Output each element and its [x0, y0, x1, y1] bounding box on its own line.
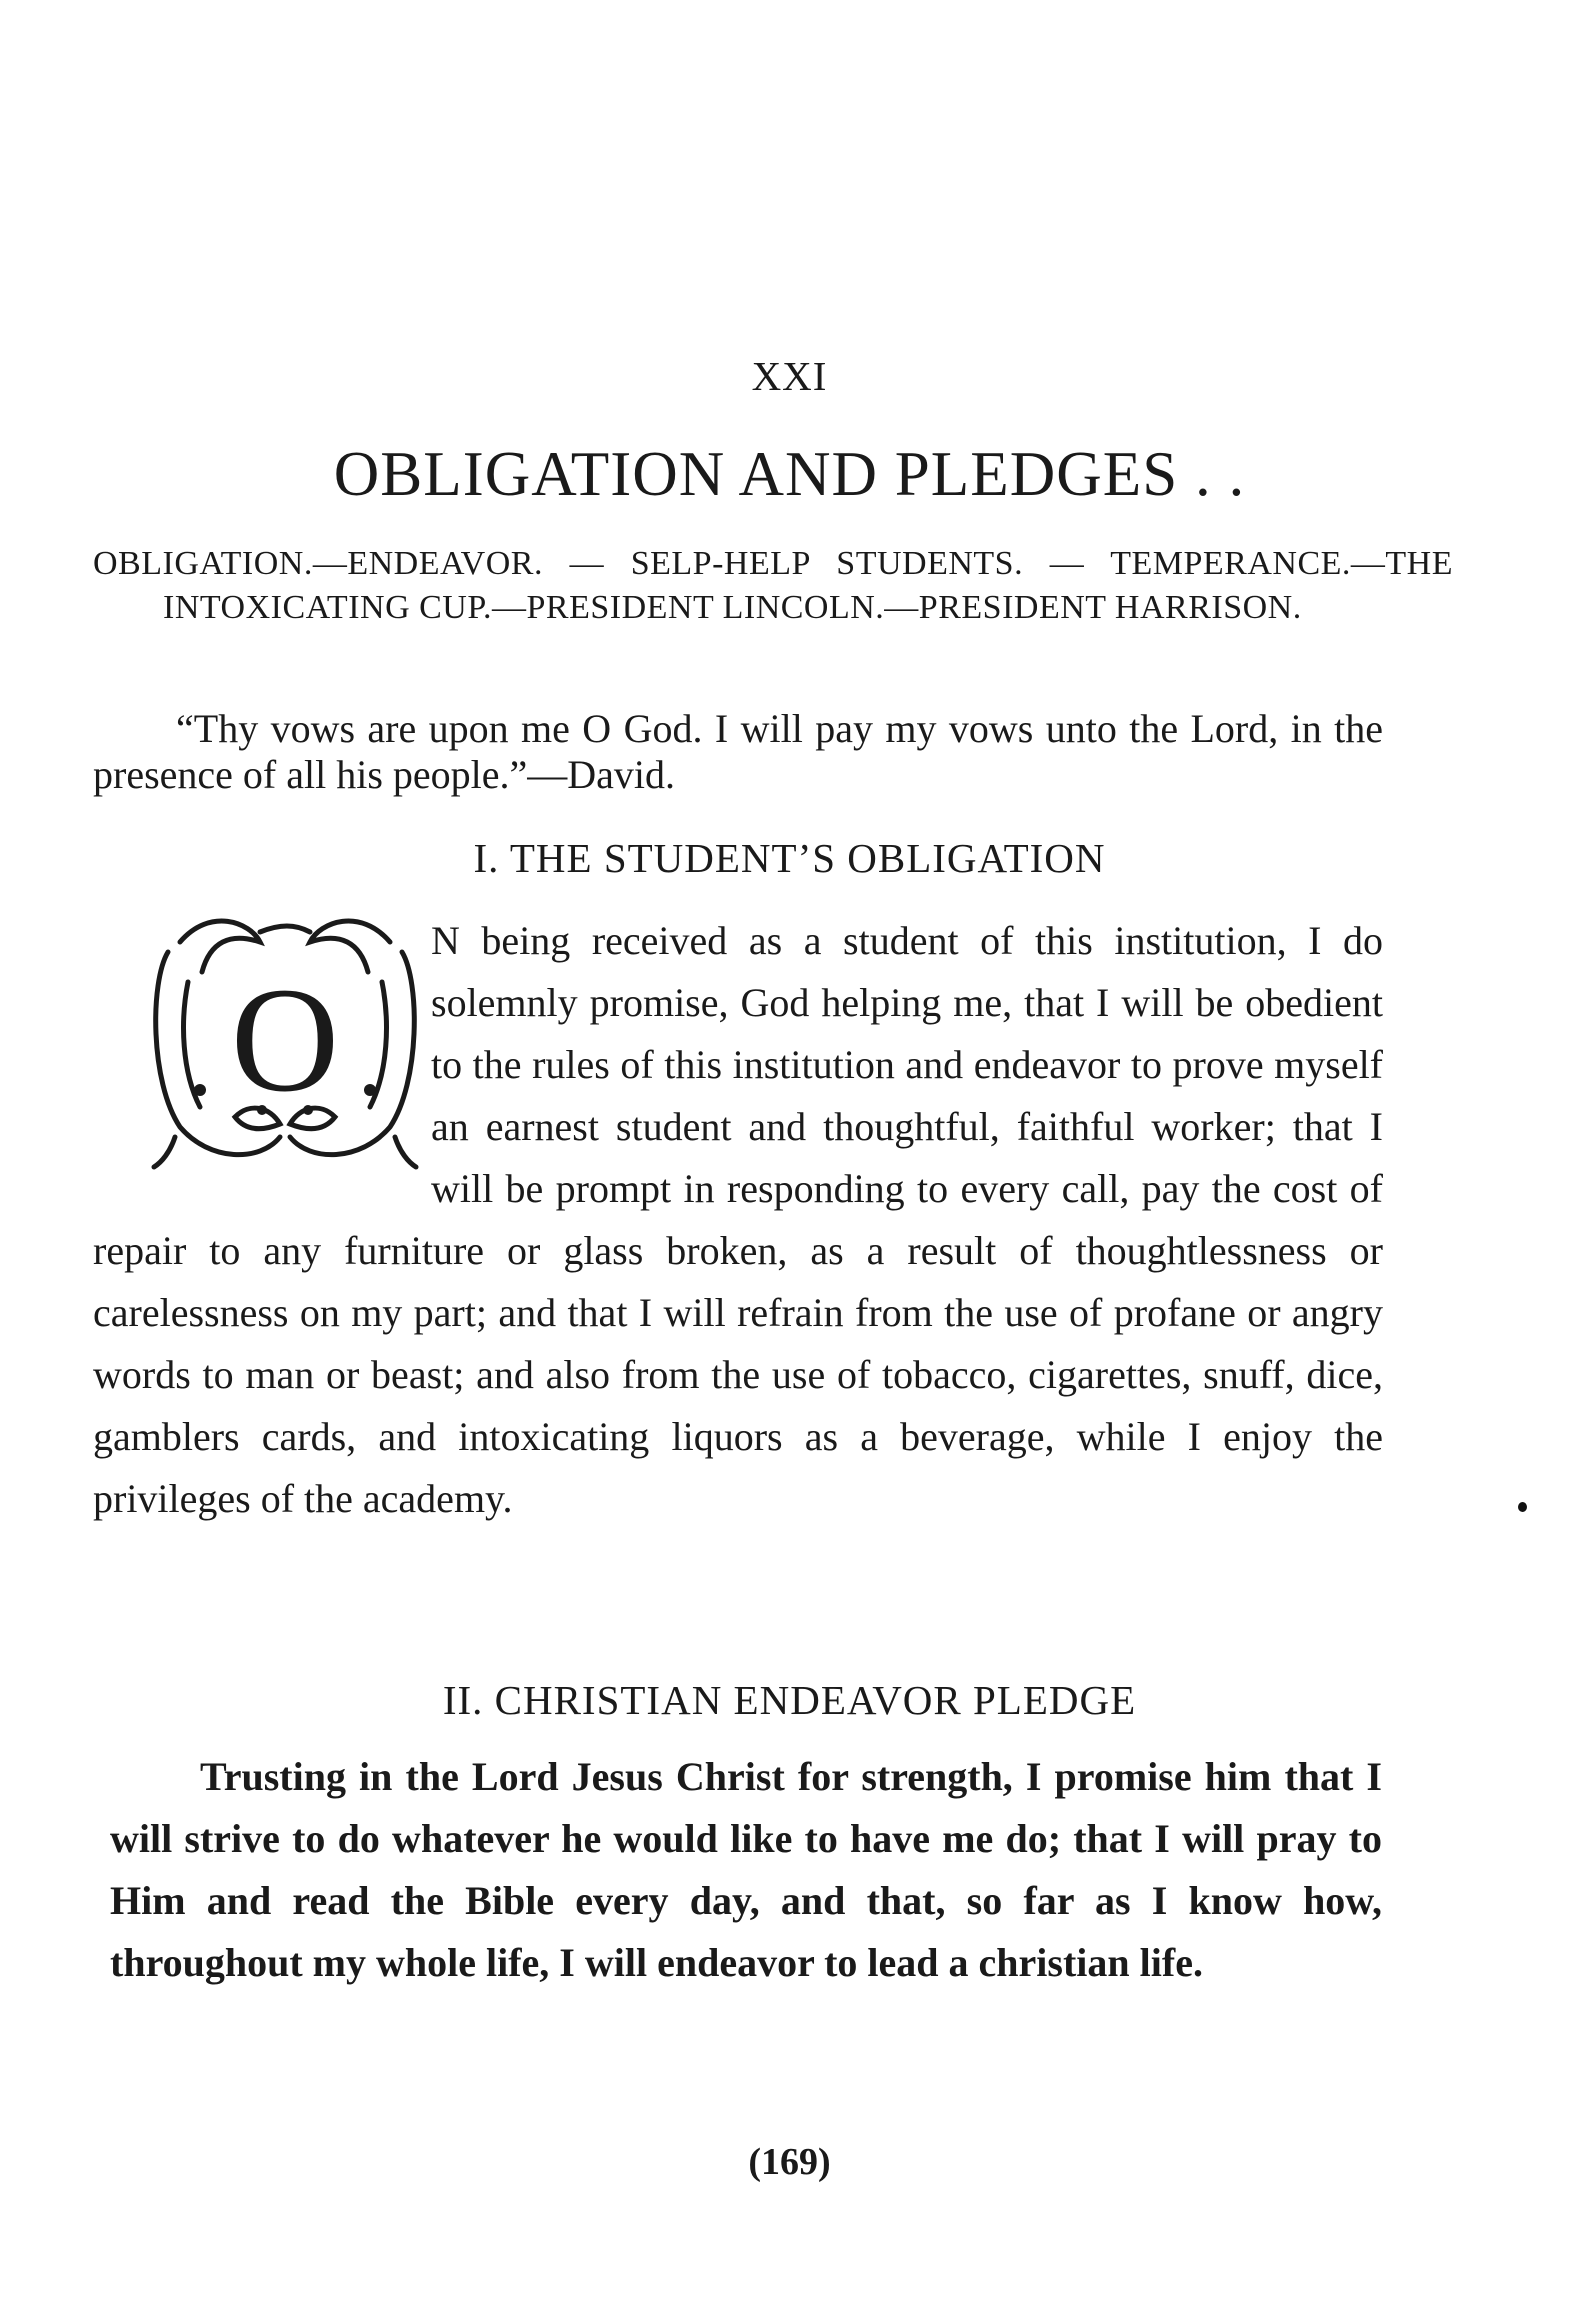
epigraph: “Thy vows are upon me O God. I will pay my vows unto the Lord, in the presence of all his people.”—David. [93, 706, 1383, 797]
chapter-synopsis: OBLIGATION.—ENDEAVOR. — SELP-HELP STUDENTS. — TEMPERANCE.—THE INTOXICATING CUP.—PRESIDENT LINCOLN.—PRESIDENT HARRISON. [93, 545, 1453, 626]
drop-cap-space [93, 910, 431, 1220]
chapter-title: OBLIGATION AND PLEDGES . . [333, 439, 1246, 509]
section-heading-endeavor: II. CHRISTIAN ENDEAVOR PLEDGE [442, 1677, 1137, 1723]
margin-speck [1518, 1502, 1527, 1512]
obligation-paragraph [93, 910, 1383, 1530]
endeavor-pledge-paragraph: Trusting in the Lord Jesus Christ for strength, I promise him that I will strive to do whatever he would like to have me do; that I will pray to Him and read the Bible every day, and that, so far as I know how, throughout my whole life, I will endeavor to lead a christian life. [110, 1754, 1382, 1985]
obligation-text: N being received as a student of this institution, I do solemnly promise, God helping me, that I will be obedient to the rules of this institution and endeavor to prove myself an earnest student and thoughtful, faithful worker; that I will be prompt in responding to every call, pay the cost of repair to any furniture or glass broken, as a result of thoughtlessness or carelessness on my part; and that I will refrain from the use of profane or angry words to man or beast; and also from the use of tobacco, cigarettes, snuff, dice, gamblers cards, and intoxicating liquors as a beverage, while I enjoy the privileges of the academy. [93, 918, 1383, 1521]
page-number: (169) [748, 2141, 831, 2183]
section-heading-obligation: I. THE STUDENT’S OBLIGATION [473, 835, 1106, 881]
chapter-number: XXI [751, 353, 828, 399]
drop-cap-letter: O [230, 957, 340, 1123]
